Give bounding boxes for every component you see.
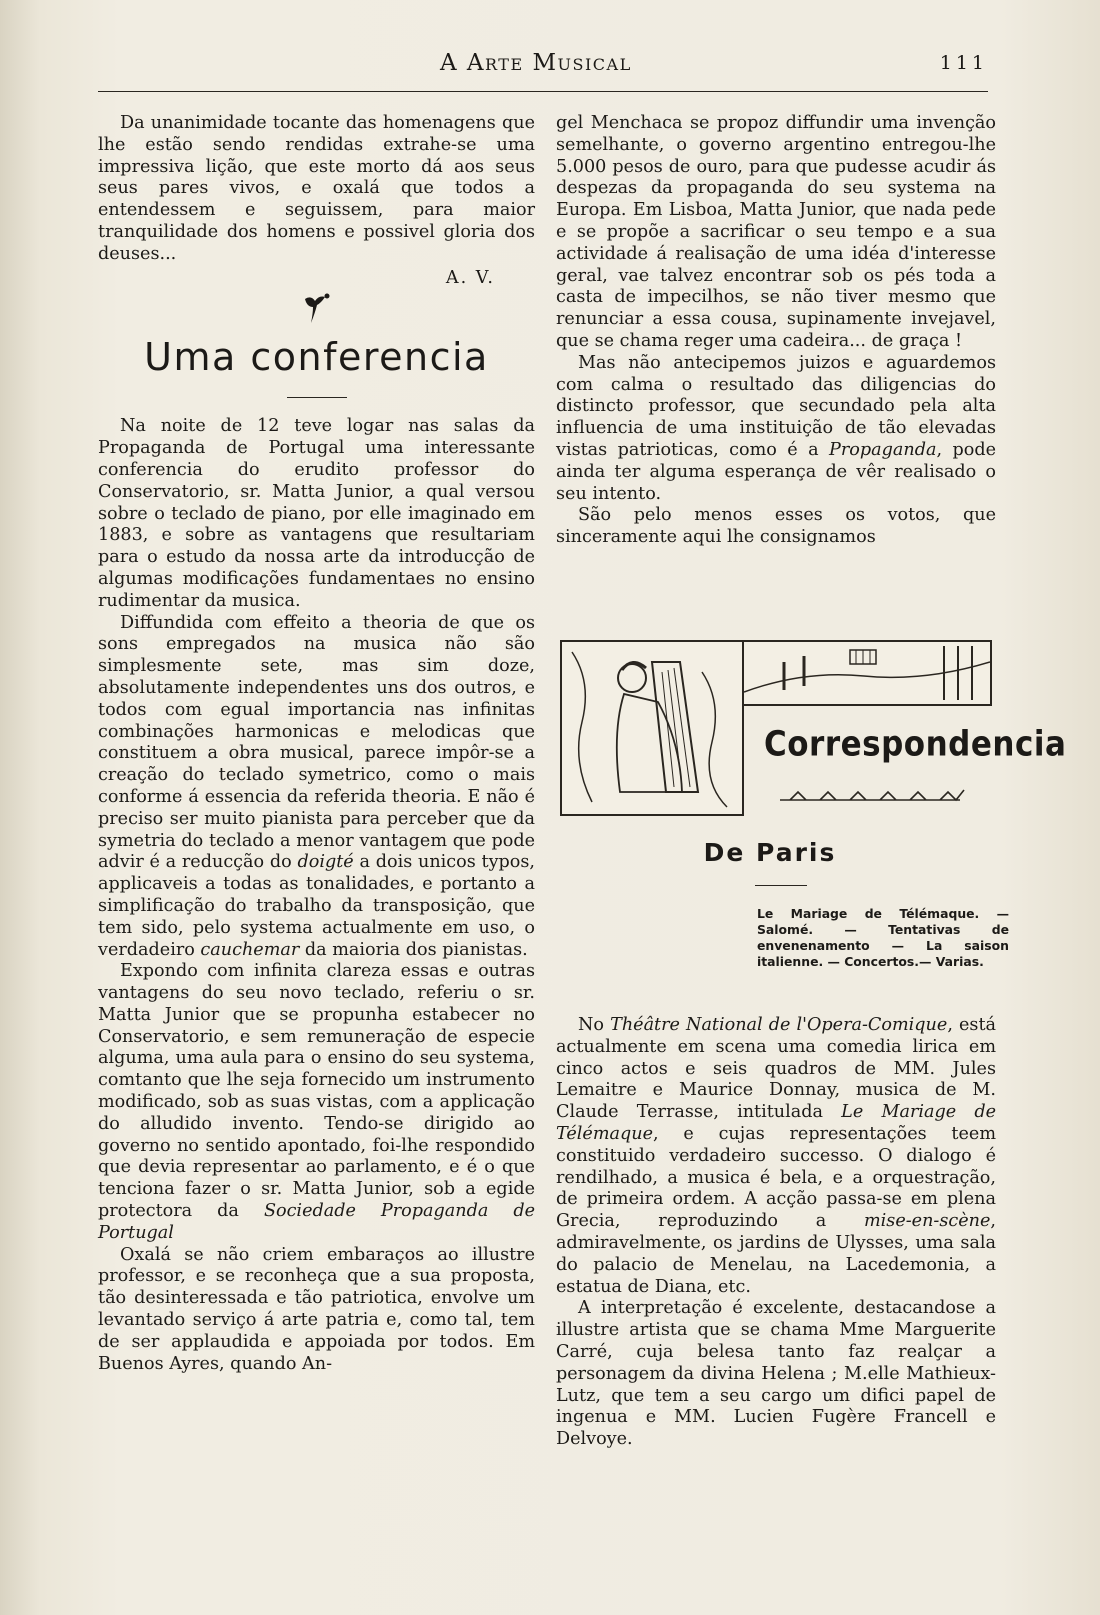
- paris-text-d: , admiravelmente, os jardins de Ulysses, uma sala do palacio de Menelau, na Lacedemonia, a estatua de Diana, etc.: [556, 1211, 996, 1297]
- paris-article: [556, 1015, 996, 1451]
- continued-paragraph: gel Menchaca se propoz diffundir uma invenção semelhante, o governo argentino entregou-lhe 5.000 pesos de ouro, para que pudesse acudir ás despezas da propaganda do seu systema na Europa. Em Lisboa, Matta Junior, que nada pede e se propõe a sacrificar o seu tempo e a sua actividade á realisação de uma idéa d'interesse geral, vae talvez encontrar sob os pés toda a casta de impecilhos, se não tiver mesmo que renunciar a essa cousa, supinamente invejavel, que se chama reger uma cadeira... de graça !: [556, 113, 996, 351]
- paragraph-2-text: Diffundida com effeito a theoria de que os sons empregados na musica não são simplesmente sete, mas sim doze, absolutamente independentes uns dos outros, e todos com egual importancia nas infinitas combinações harmonicas e melodicas que constituem a obra musical, parece impôr-se a creação do teclado symetrico, como o mais conforme á essencia da referida theoria. E não é preciso ser muito pianista para perceber que da symetria do teclado a menor vantagem que pode advir é a reducção do: [98, 612, 535, 873]
- title-rule: [287, 397, 347, 398]
- journal-title: A Arte Musical: [440, 50, 632, 76]
- cauchemar-term: cauchemar: [200, 939, 300, 960]
- harpist-illustration: [560, 640, 744, 816]
- paragraph-2-end: da maioria dos pianistas.: [299, 939, 528, 960]
- doigte-term: doigté: [297, 852, 354, 873]
- paris-text-c: , e cujas representações teem constituido verdadeiro successo. O dialogo é rendilhado, a musica é bela, e a orquestração, de primeira ordem. A acção passa-se em plena Grecia, reproduzindo a: [556, 1123, 996, 1232]
- left-column: [98, 113, 535, 1375]
- subtitle-rule: [755, 885, 807, 886]
- theatre-name: Théâtre National de l'Opera-Comique: [610, 1015, 948, 1035]
- right-paragraph-3: São pelo menos esses os votos, que sinceramente aqui lhe consignamos: [556, 505, 996, 548]
- article-summary: Le Mariage de Télémaque. — Salomé. — Tentativas de envenenamento — La saison italienne. — Concertos.— Varias.: [757, 906, 1009, 969]
- right-paragraph-2-end: , pode ainda ter alguma esperança de vêr realisado o seu intento.: [556, 439, 996, 504]
- correspondencia-banner: [560, 640, 1067, 815]
- paris-paragraph-2: A interpretação é excelente, destacandose a illustre artista que se chama Mme Marguerite Carré, cuja belesa tanto faz realçar a personagem da divina Helena ; M.elle Mathieux-Lutz, que tem a seu cargo um difici papel de ingenua e MM. Lucien Fugère Francell e Delvoye.: [556, 1298, 996, 1450]
- paris-paragraph-1: [556, 1015, 996, 1298]
- paragraph-3-text: Expondo com infinita clareza essas e outras vantagens do seu novo teclado, referiu o sr. Matta Junior que se propunha estabecer no Conservatorio, e sem remuneração de especie alguma, uma aula para o ensino do seu systema, comtanto que lhe seja fornecido um instrumento modificado, sob as suas vistas, com a applicação do alludido invento. Tendo-se dirigido ao governo no sentido apontado, foi-lhe respondido que devia representar ao parlamento, e é o que tenciona fazer o sr. Matta Junior, sob a egide protectora da: [98, 961, 535, 1222]
- paragraph-1: Na noite de 12 teve logar nas salas da Propaganda de Portugal uma interessante conferencia do erudito professor do Conservatorio, sr. Matta Junior, a qual versou sobre o teclado de piano, por elle imaginado em 1883, e sobre as vantagens que resultariam para o estudo da nossa arte da introducção de algumas modificações fundamentaes no ensino rudimentar da musica.: [98, 416, 535, 611]
- banner-title: Correspondencia: [764, 724, 1067, 765]
- running-header: [98, 46, 988, 86]
- intro-paragraph: Da unanimidade tocante das homenagens que lhe estão sendo rendidas extrahe-se uma impressiva lição, que este morto dá aos seus seus pares vivos, e oxalá que todos a entendessem e seguissem, para maior tranquilidade dos homens e possivel gloria dos deuses...: [98, 113, 535, 264]
- mise-en-scene-term: mise-en-scène: [863, 1211, 991, 1232]
- propaganda-name: Propaganda: [829, 439, 937, 460]
- zigzag-ornament-icon: [780, 788, 970, 802]
- paris-text-a: No: [578, 1015, 611, 1035]
- landscape-illustration: [742, 640, 992, 706]
- right-paragraph-2-text: Mas não antecipemos juizos e aguardemos com calma o resultado das diligencias do distincto professor, que secundado pela alta influencia de uma instituição de tão elevadas vistas patrioticas, como é a: [556, 352, 996, 460]
- fleuron-ornament-icon: [98, 291, 535, 329]
- page-number: 111: [939, 52, 988, 74]
- right-column: [556, 113, 996, 549]
- paris-text-b: , está actualmente em scena uma comedia lirica em cinco actos e seis quadros de MM. Jules Lemaitre e Maurice Donnay, musica de M. Claude Terrasse, intitulada: [556, 1015, 996, 1123]
- author-signature: A. V.: [445, 267, 495, 288]
- work-title: Le Mariage de Télémaque: [556, 1102, 996, 1144]
- sociedade-name: Sociedade Propaganda de Portugal: [98, 1201, 536, 1243]
- right-paragraph-2: [556, 353, 996, 506]
- paragraph-3: [98, 961, 535, 1244]
- section-subtitle: De Paris: [703, 838, 837, 867]
- header-rule: [98, 91, 988, 92]
- paragraph-2: [98, 613, 535, 962]
- paragraph-2-tail: a dois unicos typos, applicaveis a todas as tonalidades, e portanto a simplificação do trabalho da transposição, que tem sido, pelo systema actualmente em uso, o verdadeiro: [98, 852, 535, 960]
- article-title: Uma conferencia: [144, 335, 489, 380]
- paragraph-4: Oxalá se não criem embaraços ao illustre professor, e se reconheça que a sua proposta, tão desinteressada e tão patriotica, envolve um levantado serviço á arte patria e, como tal, tem de ser applaudida e appoiada por todos. Em Buenos Ayres, quando An-: [98, 1244, 535, 1374]
